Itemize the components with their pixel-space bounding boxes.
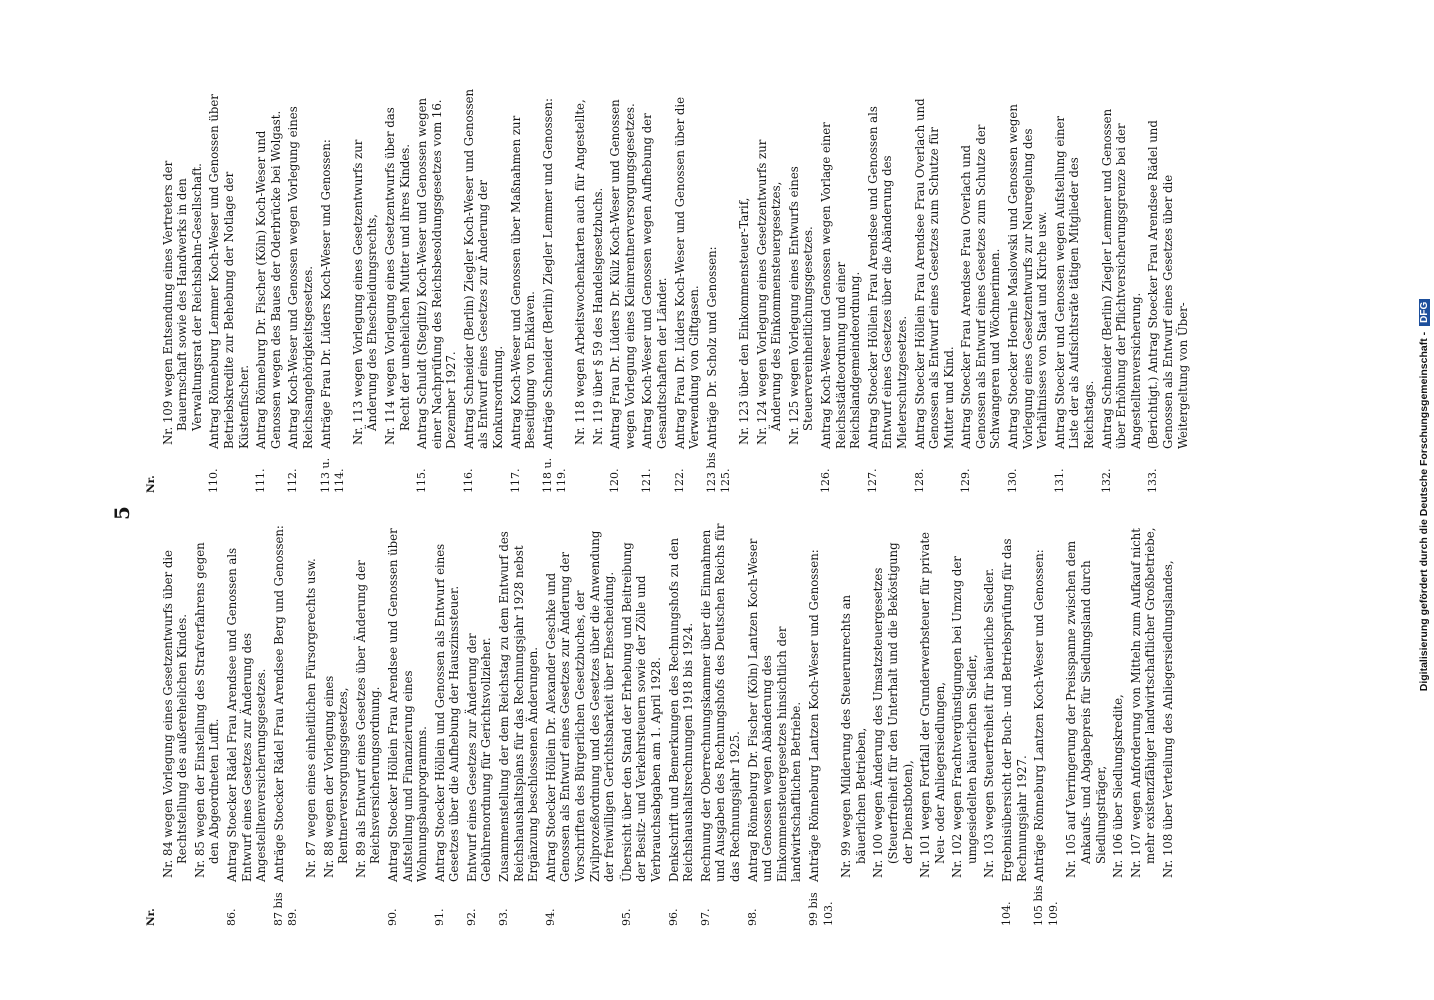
entry-number: 122. [672,468,686,493]
credit-text: Digitalisierung gefördert durch die Deutsche Forschungsgemeinschaft - [1418,331,1430,692]
dfg-logo: DFG [1419,299,1430,326]
entry-item [225,521,269,926]
sub-entry: Nr. 108 über Verteilung des Anliegersiedlungslandes, [1161,560,1175,878]
entry-item [415,88,459,493]
entry-item [1053,88,1097,493]
rotated-page-content [110,78,1390,948]
entry-number: 111. [254,468,268,493]
entry-number: 90. [385,908,399,926]
entry-number: 97. [698,908,712,926]
entry-item [207,88,251,493]
entry-text: Antrag Stoecker Rädel Frau Arendsee und Genossen als Entwurf eines Gesetzes zur Änderung des Angestelltenversicherungsgesetzes. [224,547,269,882]
sub-entry: Nr. 107 wegen Anforderung von Mitteln zum Aufkauf nicht mehr existenzfähiger landwirtschaftlicher Großbetriebe, [1128,527,1158,878]
sub-entry: Nr. 87 wegen eines einheitlichen Fürsorgerechts usw. [303,558,318,878]
sub-entry: Nr. 125 wegen Vorlegung eines Entwurfs eines Steuervereinheitlichungsgesetzes. [786,166,816,445]
sub-entry: Nr. 123 über den Einkommensteuer-Tarif, [736,197,751,445]
entry-number: 87 bis 89. [271,892,300,926]
entry-item [746,521,804,926]
entry-text: Antrag Frau Dr. Lüders Koch-Weser und Genossen über die Verwendung von Giftgasen. [672,96,702,449]
entry-number: 132. [1099,468,1113,493]
sub-entry: Nr. 118 wegen Arbeitswochenkarten auch für Angestellte, [573,99,588,445]
entry-number: 110. [207,468,221,493]
nr-column-header: Nr. [145,908,157,926]
entry-number: 96. [666,908,680,926]
entry-number: 117. [508,468,522,493]
entry-item [705,88,734,493]
entry-text: Antrag Schneider (Berlin) Ziegler Lemmer und Genossen über Erhöhung der Pflichtversicherungsgrenze bei der Angestelltenversicherung. [1099,108,1143,449]
entry-text: Antrag Rönneburg Dr. Fischer (Köln) Lantzen Koch-Weser und Genossen wegen Abänderung des Einkommensteuergesetzes hinsichtlich der landwirtschaftlichen Betriebe. [745,538,804,882]
entry-item [913,88,957,493]
entry-text: Antrag Rönneburg Lemmer Koch-Weser und Genossen über Betriebskredite zur Behebung der Notlage der Küstenfischer. [207,94,251,449]
entry-text: Anträge Rönneburg Lantzen Koch-Weser und Genossen: [1032,549,1047,882]
entry-item [386,521,430,926]
entry-text: Antrag Stoecker Höllein Frau Arendsee Frau Overlach und Genossen als Entwurf eines Gesetzes zum Schutze für Mutter und Kind. [912,98,956,449]
entry-item [254,88,283,493]
entry-text: Ergebnisübersicht der Buch- und Betriebsprüfung für das Rechnungsjahr 1927. [1000,538,1029,882]
entry-text: Antrag Stoecker Höllein Frau Arendsee und Genossen als Entwurf eines Gesetzes über die Abänderung des Mieterschutzgesetzes. [865,106,909,449]
left-column [144,521,1179,926]
entry-number: 131. [1052,468,1066,493]
entry-text: Denkschrift und Bemerkungen des Rechnungshofs zu den Reichshaushaltsrechnungen 1918 bis 1924. [666,537,696,882]
sub-entry: Nr. 124 wegen Vorlegung eines Gesetzentwurfs zur Änderung des Einkommensteuergesetzes, [754,139,784,445]
entry-text: Anträge Dr. Scholz und Genossen: [704,246,719,449]
entry-number: 130. [1006,468,1020,493]
sub-entry: Nr. 114 wegen Vorlegung eines Gesetzentwurfs über das Recht der unehelichen Mutter und ihres Kindes. [382,107,412,445]
page-number: 5 [110,506,134,520]
sub-entry: Nr. 105 auf Verringerung der Preisspanne zwischen dem Ankaufs- und Abgabepreis für Siedlungsland durch Siedlungsträger, [1064,540,1108,878]
entry-number: 121. [640,468,654,493]
entry-text: Antrag Rönneburg Dr. Fischer (Köln) Koch-Weser und Genossen wegen des Baues der Oderbrücke bei Wolgast. [254,110,283,449]
entry-number: 116. [461,468,475,493]
sub-entry: Nr. 85 wegen der Einstellung des Strafverfahrens gegen den Abgeordneten Lufft. [192,542,222,878]
entry-item [541,88,570,493]
entry-text: Entwurf eines Gesetzes zur Änderung der Gebührenordnung für Gerichtsvollzieher. [464,633,494,882]
entry-item [640,88,669,493]
entry-item [673,88,702,493]
entry-item [272,521,301,926]
entry-number: 113 u. 114. [318,457,347,493]
entry-item [667,521,696,926]
entry-number: 91. [432,908,446,926]
sub-entry: Nr. 113 wegen Vorlegung eines Gesetzentwurfs zur Änderung des Ehescheidungsrechts, [350,139,380,445]
entry-item [1146,88,1190,493]
right-entry-list [161,88,1191,493]
entry-number: 133. [1146,468,1160,493]
entry-text: Zusammenstellung der dem Reichstag zu dem Entwurf des Reichshaushaltsplans für das Rechnungsjahr 1928 nebst Ergänzung beschlossenen Änderungen. [497,531,541,882]
entry-text: Antrag Koch-Weser und Genossen über Maßnahmen zur Beseitigung von Enklaven. [508,115,538,449]
entry-item [286,88,315,493]
sub-entry: Nr. 109 wegen Entsendung eines Vertreters der Bauernschaft sowie des Handwerks in den Verwaltungsrat der Reichsbahn-Gesellschaft. [160,160,204,445]
entry-text: Antrag Stoecker Frau Arendsee Frau Overlach und Genossen als Entwurf eines Gesetzes zum Schutze der Schwangeren und Wöchnerinnen. [959,124,1003,449]
entry-number: 126. [818,468,832,493]
sub-entry: Nr. 89 als Entwurf eines Gesetzes über Änderung der Reichsversicherungsordnung. [353,560,383,878]
entry-item [608,88,637,493]
entry-item [319,88,348,493]
entry-text: Anträge Frau Dr. Lüders Koch-Weser und Genossen: [318,139,333,449]
entry-number: 105 bis 109. [1032,885,1060,926]
entry-number: 120. [608,468,622,493]
entry-text: Antrag Koch-Weser und Genossen wegen Aufhebung der Gesandtschaften der Länder. [640,113,669,449]
entry-number: 86. [224,908,238,926]
right-column [144,88,1193,493]
entry-number: 123 bis 125. [704,452,733,493]
entry-number: 127. [865,468,879,493]
entry-text: Anträge Schneider (Berlin) Ziegler Lemmer und Genossen: [540,98,555,449]
entry-number: 115. [415,468,429,493]
entry-number: 112. [286,468,300,493]
entry-item [509,88,538,493]
sub-entry: Nr. 84 wegen Vorlegung eines Gesetzentwurfs über die Rechtstellung des außerehelichen Kindes. [160,550,190,878]
entry-number: 104. [1000,901,1014,926]
entry-item [465,521,494,926]
entry-item [807,521,836,926]
entry-item [433,521,462,926]
digitization-credit [1418,0,1432,990]
entry-number: 98. [745,908,759,926]
entry-text: Antrag Schuldt (Steglitz) Koch-Weser und Genossen wegen einer Nachprüfung des Reichsbesoldungsgesetzes vom 16. Dezember 1927. [415,97,459,449]
entry-item [544,521,617,926]
entry-text: Rechnung der Oberrechnungskammer über die Einnahmen und Ausgaben des Rechnungshofs des Deutschen Reichs für das Rechnungsjahr 1925. [698,523,742,882]
entry-number: 99 bis 103. [806,892,835,926]
entry-text: Antrag Stoecker und Genossen wegen Aufstellung einer Liste der als Aufsichtsräte tätigen Mitglieder des Reichstags. [1052,115,1097,449]
entry-item [959,88,1003,493]
entry-item [462,88,506,493]
nr-column-header: Nr. [145,475,157,493]
sub-entry: Nr. 88 wegen der Vorlegung eines Rentnerversorgungsgesetzes, [321,675,351,878]
sub-entry: Nr. 100 wegen Änderung des Umsatzsteuergesetzes (Steuerfreiheit für den Unterhalt und die Beköstigung der Dienstboten), [871,542,915,878]
entry-text: Antrag Stoecker Hoernle Maslowski und Genossen wegen Vorlegung eines Gesetzentwurfs zur Neuregelung des Verhältnisses von Staat und Kirche usw. [1006,104,1050,449]
entry-text: Anträge Rönneburg Lantzen Koch-Weser und Genossen: [806,549,821,882]
entry-number: 92. [464,908,478,926]
entry-item [866,88,910,493]
entry-text: Antrag Frau Dr. Lüders Dr. Külz Koch-Weser und Genossen wegen Vorlegung eines Kleinrentnerversorgungsgesetzes. [608,99,637,449]
sub-entry: Nr. 103 wegen Steuerfreiheit für bäuerliche Siedler. [982,568,997,878]
entry-item [497,521,541,926]
entry-text: Antrag Stoecker Höllein Dr. Alexander Geschke und Genossen als Entwurf eines Gesetzes zur Änderung der Vorschriften des Bürgerlichen Gesetzbuches, der Zivilprozeßordnung und des Gesetzes über die Anwendung der freiwilligen Gerichtsbarkeit über Ehescheidung. [543,530,617,882]
entry-number: 93. [497,908,511,926]
left-entry-list [161,521,1176,926]
entry-text: (Berichtigt.) Antrag Stoecker Frau Arendsee Rädel und Genossen als Entwurf eines Gesetzes über die Weitergeltung von Über- [1146,120,1190,449]
sub-entry: Nr. 101 wegen Fortfall der Grunderwerbsteuer für private Neu- oder Anliegersiedlungen, [918,532,947,878]
entry-number: 94. [543,908,557,926]
entry-text: Antrag Koch-Weser und Genossen wegen Vorlegung eines Reichsangehörigkeitsgesetzes. [286,106,315,449]
entry-text: Anträge Stoecker Rädel Frau Arendsee Berg und Genossen: [271,525,286,882]
entry-item [699,521,743,926]
entry-text: Übersicht über den Stand der Erhebung und Beitreibung der Besitz- und Verkehrsteuern sowie der Zölle und Verbrauchsabgaben am 1. April 1928. [619,542,663,882]
entry-text: Antrag Stoecker Höllein und Genossen als Entwurf eines Gesetzes über die Aufhebung der Hauszinssteuer. [432,543,462,882]
entry-item [1032,521,1061,926]
sub-entry: Nr. 119 über § 59 des Handelsgesetzbuchs. [590,187,605,445]
sub-entry: Nr. 106 über Siedlungskredite, [1111,694,1126,878]
entry-text: Antrag Stoecker Höllein Frau Arendsee und Genossen über Aufstellung und Finanzierung eines Wohnungsbauprogramms. [385,528,430,882]
entry-number: 95. [619,908,633,926]
entry-text: Antrag Schneider (Berlin) Ziegler Koch-Weser und Genossen als Entwurf eines Gesetzes zur Änderung der Konkursordnung. [461,88,506,449]
entry-item [819,88,863,493]
entry-number: 128. [912,468,926,493]
entry-number: 118 u. 119. [540,457,569,493]
sub-entry: Nr. 99 wegen Milderung des Steuerunrechts an bäuerlichen Betrieben, [839,594,868,878]
entry-number: 129. [959,468,973,493]
sub-entry: Nr. 102 wegen Frachtvergünstigungen bei Umzug der umgesiedelten bäuerlichen Siedler, [950,556,979,878]
entry-item [1100,88,1144,493]
entry-item [1006,88,1050,493]
entry-text: Antrag Koch-Weser und Genossen wegen Vorlage einer Reichsstädteordnung und einer Reichslandgemeindeordnung. [818,122,863,449]
entry-item [1000,521,1029,926]
entry-item [620,521,664,926]
